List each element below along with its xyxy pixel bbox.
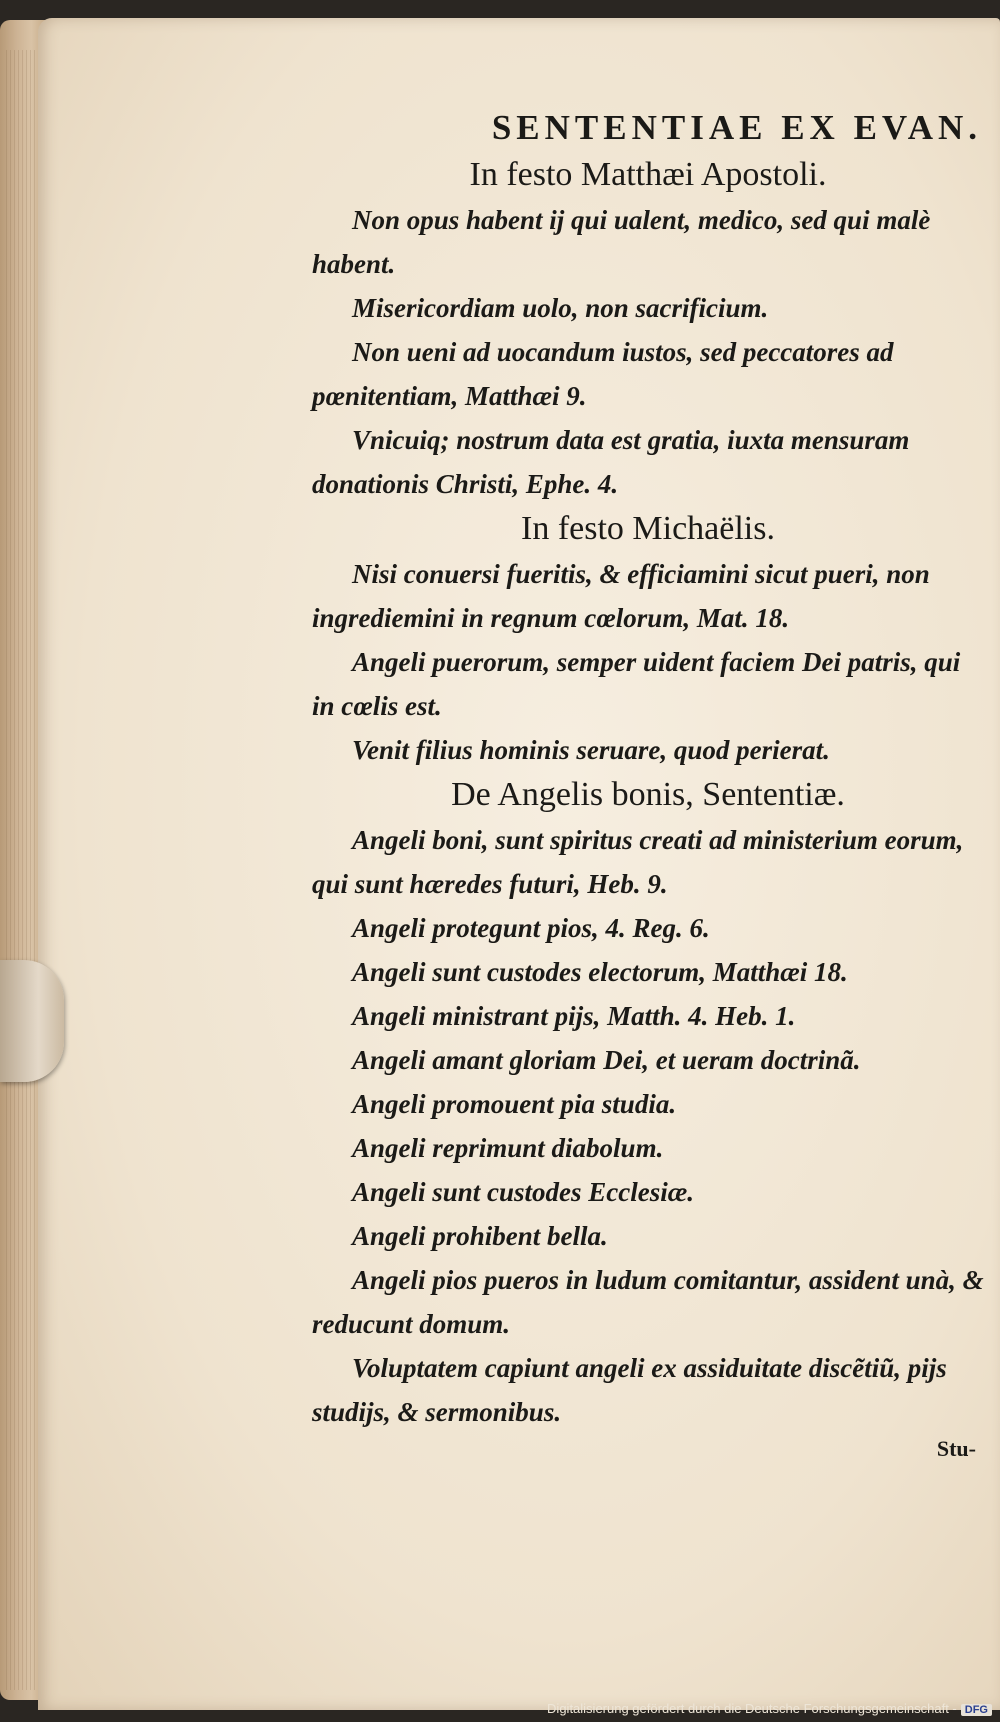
paragraph: Angeli reprimunt diabolum.: [352, 1133, 664, 1163]
paragraph: Angeli ministrant pijs, Matth. 4. Heb. 1.: [352, 1001, 796, 1031]
page-clip: [0, 960, 64, 1082]
paragraph: Angeli pios pueros in ludum comitantur, assident unà, & reducunt domum.: [312, 1265, 984, 1339]
paragraph: Vnicuiq; nostrum data est gratia, iuxta mensuram donationis Christi, Ephe. 4.: [312, 425, 910, 499]
paragraph: Misericordiam uolo, non sacrificium.: [352, 293, 769, 323]
paragraph: Angeli puerorum, semper uident faciem Dei patris, qui in cœlis est.: [312, 647, 961, 721]
section-heading: In festo Matthæi Apostoli.: [469, 156, 827, 193]
section-heading: In festo Michaëlis.: [521, 510, 775, 547]
digitization-footer: [547, 1701, 992, 1716]
paragraph: Angeli promouent pia studia.: [352, 1089, 677, 1119]
paragraph: Non ueni ad uocandum iustos, sed peccatores ad pœnitentiam, Matthæi 9.: [312, 337, 894, 411]
paragraph: Non opus habent ij qui ualent, medico, sed qui malè habent.: [312, 205, 931, 279]
paragraph: Angeli sunt custodes electorum, Matthæi 18.: [352, 957, 848, 987]
page-edges: [6, 50, 36, 1690]
paragraph: Angeli boni, sunt spiritus creati ad ministerium eorum, qui sunt hæredes futuri, Heb. 9.: [312, 825, 964, 899]
paragraph: Venit filius hominis seruare, quod perierat.: [352, 735, 830, 765]
paragraph: Angeli protegunt pios, 4. Reg. 6.: [352, 913, 710, 943]
paragraph: Angeli amant gloriam Dei, et ueram doctrinã.: [352, 1045, 861, 1075]
dfg-logo: DFG: [961, 1704, 992, 1716]
paragraph: Angeli prohibent bella.: [352, 1221, 608, 1251]
catchword: Stu-: [936, 1436, 976, 1461]
section-heading: De Angelis bonis, Sententiæ.: [451, 776, 845, 813]
running-head: SENTENTIAE EX EVAN.: [491, 108, 982, 147]
page-text: [312, 108, 984, 1434]
paragraph: Voluptatem capiunt angeli ex assiduitate discẽtiũ, pijs studijs, & sermonibus.: [312, 1353, 947, 1427]
footer-text: Digitalisierung gefördert durch die Deutsche Forschungsgemeinschaft -: [547, 1701, 957, 1716]
paragraph: Nisi conuersi fueritis, & efficiamini sicut pueri, non ingrediemini in regnum cœlorum, Mat. 18.: [312, 559, 930, 633]
paragraph: Angeli sunt custodes Ecclesiæ.: [352, 1177, 695, 1207]
